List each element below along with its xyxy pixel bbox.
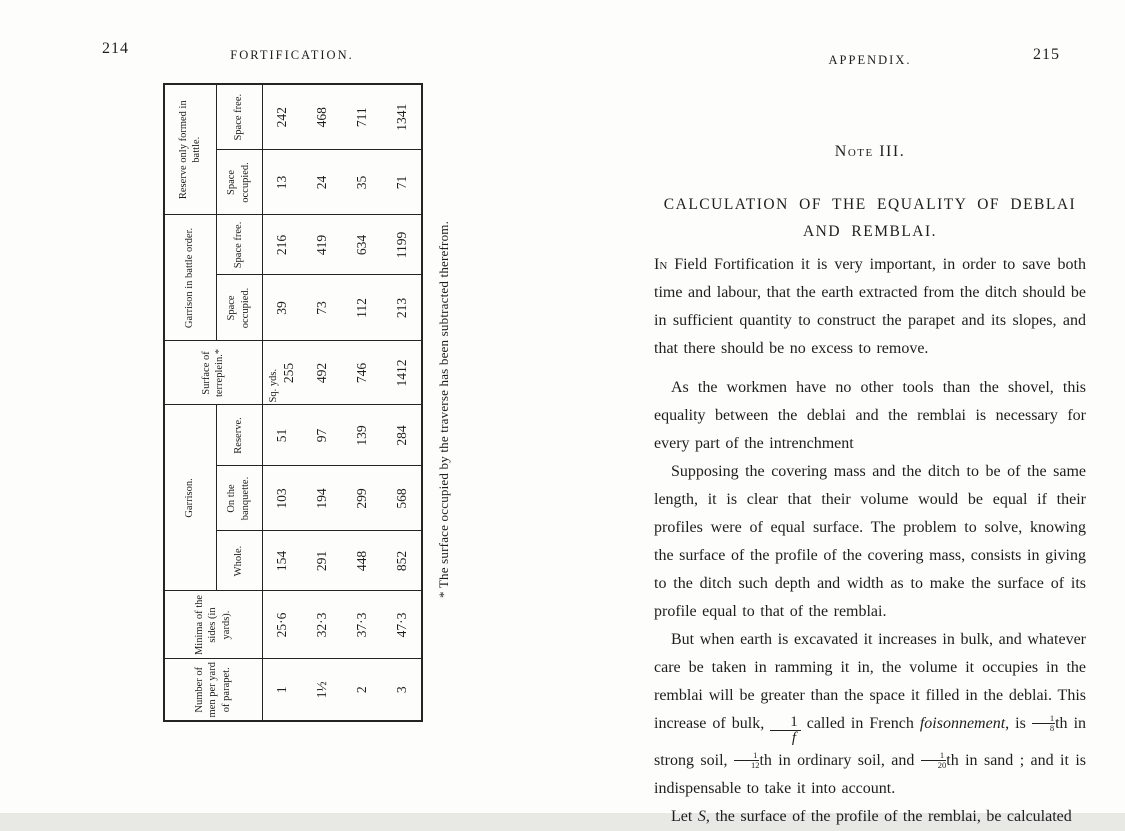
table-row	[262, 84, 302, 721]
table-cell: 468	[302, 84, 342, 150]
column-header: Surface of terreplein.*	[164, 341, 262, 405]
page-number-left: 214	[102, 40, 129, 57]
column-subheader: Space occupied.	[216, 150, 262, 215]
table-cell: 139	[342, 405, 382, 466]
column-header: Number of men per yard of parapet.	[164, 659, 262, 721]
table-cell: 73	[302, 275, 342, 341]
column-subheader: Whole.	[216, 531, 262, 591]
paragraph: Supposing the covering mass and the ditch to be of the same length, it is clear that their volume would be equal if their profiles were of equal surface. The problem to solve, knowing the surface of the profile of the covering mass, consists in giving to the ditch such depth and width as to make the surface of its profile equal to that of the remblai.	[654, 463, 1086, 620]
table-cell: 634	[342, 215, 382, 275]
fraction-denominator: 12	[750, 759, 760, 770]
fraction-numerator: 1	[770, 715, 801, 732]
table-cell: 746	[342, 341, 382, 405]
unit-label: Sq. yds.	[267, 368, 279, 403]
table-cell: 103	[262, 466, 302, 531]
table-cell: 194	[302, 466, 342, 531]
fraction	[1032, 714, 1055, 733]
italic-text: S	[697, 808, 706, 825]
column-subheader: Reserve.	[216, 405, 262, 466]
fraction-denominator: f	[791, 730, 797, 747]
italic-text: foisonnement	[919, 715, 1006, 732]
column-header: Reserve only formed in battle.	[164, 84, 216, 215]
table-cell: 97	[302, 405, 342, 466]
fraction-denominator: 8	[1049, 722, 1055, 733]
column-subheader: Space free.	[216, 84, 262, 150]
note-heading: Note III.	[834, 143, 906, 160]
fraction	[734, 751, 760, 770]
table-cell: 51	[262, 405, 302, 466]
table-cell: 216	[262, 215, 302, 275]
paragraph: In Field Fortification it is very important, in order to save both time and labour, that the earth extracted from the ditch should be in sufficient quantity to construct the parapet and its slopes, and that there should be no excess to remove.	[654, 256, 1086, 357]
column-subheader: Space free.	[216, 215, 262, 275]
table-cell: 112	[342, 275, 382, 341]
column-header: Minima of the sides (in yards).	[164, 591, 262, 659]
table-cell: 242	[262, 84, 302, 150]
table-cell: 71	[382, 150, 422, 215]
section-title-line1: CALCULATION OF THE EQUALITY OF DEBLAI	[663, 196, 1077, 213]
running-header-right: APPENDIX.	[828, 53, 912, 67]
table-cell: 1341	[382, 84, 422, 150]
body-text	[654, 251, 1086, 831]
table-row	[342, 84, 382, 721]
fraction-numerator: 1	[921, 751, 947, 761]
table-cell: 25·6	[262, 591, 302, 659]
table-cell: 448	[342, 531, 382, 591]
table-cell: 32·3	[302, 591, 342, 659]
table-cell: 3	[382, 659, 422, 721]
table-cell: 711	[342, 84, 382, 150]
table-row	[382, 84, 422, 721]
table-cell: 1199	[382, 215, 422, 275]
fraction-numerator: 1	[734, 751, 760, 761]
paragraph: Let S, the surface of the profile of the remblai, be calculated	[671, 808, 1072, 825]
garrison-table	[163, 83, 423, 722]
table-row	[302, 84, 342, 721]
table-cell: 47·3	[382, 591, 422, 659]
table-cell: 1412	[382, 341, 422, 405]
table-cell: 39	[262, 275, 302, 341]
column-subheader: On the banquette.	[216, 466, 262, 531]
table-cell: Sq. yds. 255	[262, 341, 302, 405]
fraction-numerator: 1	[1032, 714, 1055, 724]
fraction	[921, 751, 947, 770]
rotated-table-block	[163, 85, 452, 722]
paragraph: As the workmen have no other tools than the shovel, this equality between the deblai and the remblai is necessary for every part of the intrenchment	[654, 379, 1086, 452]
table-cell: 568	[382, 466, 422, 531]
table-cell: 852	[382, 531, 422, 591]
running-header-left: FORTIFICATION.	[230, 48, 354, 62]
column-header: Garrison in battle order.	[164, 215, 216, 341]
section-title-line2: AND REMBLAI.	[802, 223, 938, 240]
table-cell: 291	[302, 531, 342, 591]
table-cell: 1½	[302, 659, 342, 721]
fraction	[770, 715, 801, 748]
table-cell: 1	[262, 659, 302, 721]
column-header: Garrison.	[164, 405, 216, 591]
table-cell: 419	[302, 215, 342, 275]
fraction-denominator: 20	[937, 759, 947, 770]
table-cell: 37·3	[342, 591, 382, 659]
table-cell: 35	[342, 150, 382, 215]
table-cell: 24	[302, 150, 342, 215]
table-cell: 2	[342, 659, 382, 721]
table-footnote: * The surface occupied by the traverse has been subtracted therefrom.	[436, 220, 451, 598]
column-subheader: Space occupied.	[216, 275, 262, 341]
page-number-right: 215	[1033, 46, 1060, 63]
smallcaps-text: In	[654, 256, 668, 273]
table-cell: 154	[262, 531, 302, 591]
table-cell: 213	[382, 275, 422, 341]
table-cell: 13	[262, 150, 302, 215]
section-title	[640, 191, 1100, 245]
table-cell: 284	[382, 405, 422, 466]
table-cell: 492	[302, 341, 342, 405]
paragraph: But when earth is excavated it increases in bulk, and whatever care be taken in ramming it in, the volume it occupies in the remblai will be greater than the space it filled in the deblai. This increase of bulk, $\frac{1}{f}$ called in French foisonnement, is $\frac{1}{8}$ th in strong soil, $\frac{1}{12}$ th in ordinary soil, and $\frac{1}{20}$ th in sand ; and it is indispensable to take it into account.	[654, 631, 1087, 797]
table-cell: 299	[342, 466, 382, 531]
